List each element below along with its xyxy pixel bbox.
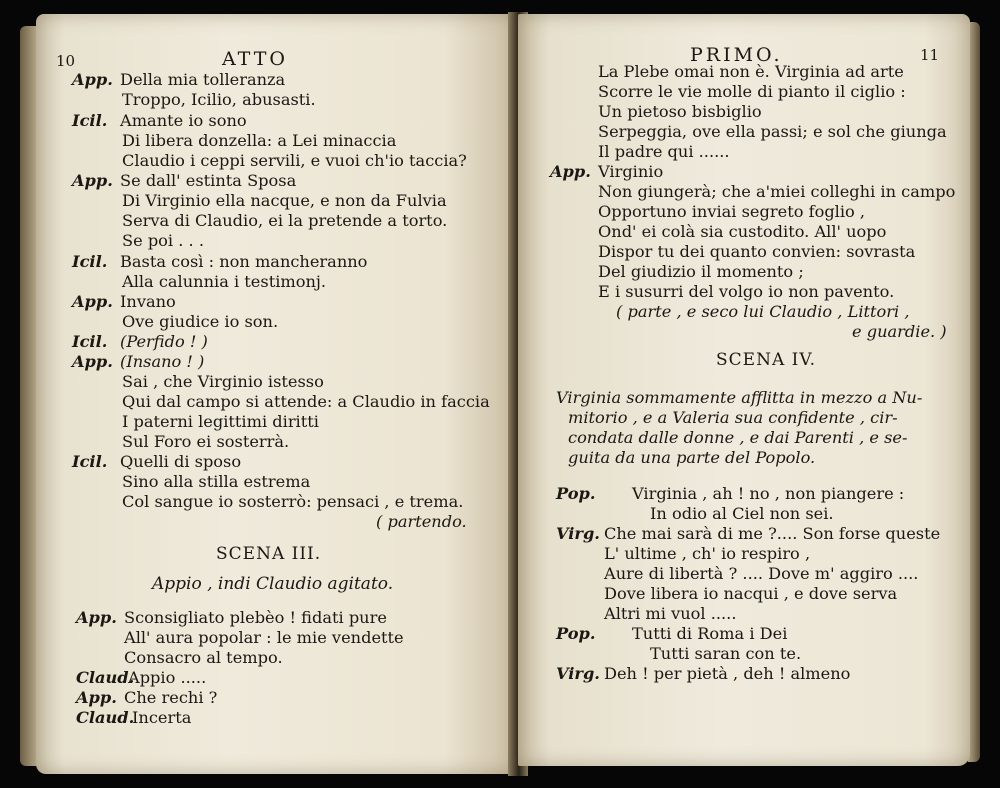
speaker: Virg.: [556, 524, 600, 543]
verse-line: Deh ! per pietà , deh ! almeno: [604, 664, 851, 683]
speaker: Pop.: [556, 624, 596, 643]
speaker: App.: [76, 688, 117, 707]
speaker: App.: [72, 352, 113, 371]
verse-line: Amante io sono: [120, 111, 247, 130]
verse-line: Virginia , ah ! no , non piangere :: [632, 484, 905, 503]
stage-direction: e guardie. ): [852, 322, 947, 341]
verse-line: Serva di Claudio, ei la pretende a torto.: [122, 211, 448, 230]
speaker: Claud.: [76, 668, 135, 687]
verse-line: Aure di libertà ? .... Dove m' aggiro ....: [604, 564, 919, 583]
scene-description-line: condata dalle donne , e dai Parenti , e se-: [568, 428, 908, 447]
verse-line: Ove giudice io son.: [122, 312, 279, 331]
scene-title: SCENA IV.: [716, 350, 817, 370]
scene-description-line: Virginia sommamente afflitta in mezzo a Nu-: [556, 388, 923, 407]
verse-line: Claudio i ceppi servili, e vuoi ch'io taccia?: [122, 151, 467, 170]
verse-line: Basta così : non mancheranno: [120, 252, 368, 271]
scene-cast: Appio , indi Claudio agitato.: [152, 574, 394, 594]
verse-line: Appio .....: [128, 668, 207, 687]
speaker: Claud.: [76, 708, 135, 727]
verse-line: Di libera donzella: a Lei minaccia: [122, 131, 397, 150]
verse-line: Dove libera io nacqui , e dove serva: [604, 584, 898, 603]
scene-description-line: guita da una parte del Popolo.: [568, 448, 816, 467]
verse-line: Incerta: [132, 708, 192, 727]
page-number: 10: [56, 52, 76, 70]
verse-line: Scorre le vie molle di pianto il ciglio :: [598, 82, 906, 101]
verse-line: Sul Foro ei sosterrà.: [122, 432, 290, 451]
speaker: App.: [76, 608, 117, 627]
speaker: Icil.: [72, 252, 108, 271]
verse-line: Se poi . . .: [122, 231, 204, 250]
speaker: App.: [72, 171, 113, 190]
verse-line: Di Virginio ella nacque, e non da Fulvia: [122, 191, 447, 210]
verse-line: Tutti saran con te.: [650, 644, 802, 663]
speaker: Icil.: [72, 452, 108, 471]
verse-line: Che mai sarà di me ?.... Son forse queste: [604, 524, 941, 543]
verse-line: Sconsigliato plebèo ! fidati pure: [124, 608, 387, 627]
verse-line: (Insano ! ): [120, 352, 205, 371]
verse-line: Qui dal campo si attende: a Claudio in faccia: [122, 392, 490, 411]
stage-direction: ( partendo.: [376, 512, 467, 531]
verse-line: Ond' ei colà sia custodito. All' uopo: [598, 222, 887, 241]
running-head: ATTO: [222, 48, 288, 70]
verse-line: Del giudizio il momento ;: [598, 262, 804, 281]
verse-line: In odio al Ciel non sei.: [650, 504, 834, 523]
verse-line: Sino alla stilla estrema: [122, 472, 311, 491]
verse-line: Sai , che Virginio istesso: [122, 372, 324, 391]
verse-line: Virginio: [598, 162, 664, 181]
verse-line: Un pietoso bisbiglio: [598, 102, 762, 121]
verse-line: All' aura popolar : le mie vendette: [124, 628, 404, 647]
verse-line: Invano: [120, 292, 176, 311]
speaker: App.: [72, 292, 113, 311]
verse-line: I paterni legittimi diritti: [122, 412, 319, 431]
verse-line: Alla calunnia i testimonj.: [122, 272, 327, 291]
speaker: App.: [550, 162, 591, 181]
verse-line: Troppo, Icilio, abusasti.: [122, 90, 316, 109]
verse-line: (Perfido ! ): [120, 332, 208, 351]
verse-line: Opportuno inviai segreto foglio ,: [598, 202, 866, 221]
verse-line: Serpeggia, ove ella passi; e sol che giunga: [598, 122, 947, 141]
scene-description-line: mitorio , e a Valeria sua confidente , cir-: [568, 408, 898, 427]
verse-line: Che rechi ?: [124, 688, 218, 707]
scene-title: SCENA III.: [216, 544, 322, 564]
verse-line: Dispor tu dei quanto convien: sovrasta: [598, 242, 916, 261]
verse-line: Tutti di Roma i Dei: [632, 624, 788, 643]
stage-direction: ( parte , e seco lui Claudio , Littori ,: [616, 302, 910, 321]
verse-line: E i susurri del volgo io non pavento.: [598, 282, 895, 301]
left-page: [36, 14, 516, 774]
verse-line: Col sangue io sosterrò: pensaci , e trema.: [122, 492, 464, 511]
verse-line: Consacro al tempo.: [124, 648, 283, 667]
verse-line: Della mia tolleranza: [120, 70, 286, 89]
speaker: Icil.: [72, 111, 108, 130]
running-head: PRIMO.: [690, 44, 783, 66]
verse-line: Se dall' estinta Sposa: [120, 171, 297, 190]
right-page: [518, 14, 970, 766]
verse-line: Altri mi vuol .....: [604, 604, 737, 623]
speaker: Icil.: [72, 332, 108, 351]
verse-line: Non giungerà; che a'miei colleghi in campo: [598, 182, 956, 201]
verse-line: Quelli di sposo: [120, 452, 242, 471]
verse-line: L' ultime , ch' io respiro ,: [604, 544, 811, 563]
verse-line: Il padre qui ......: [598, 142, 730, 161]
speaker: Virg.: [556, 664, 600, 683]
speaker: App.: [72, 70, 113, 89]
page-number: 11: [920, 46, 940, 64]
verse-line: La Plebe omai non è. Virginia ad arte: [598, 62, 904, 81]
speaker: Pop.: [556, 484, 596, 503]
